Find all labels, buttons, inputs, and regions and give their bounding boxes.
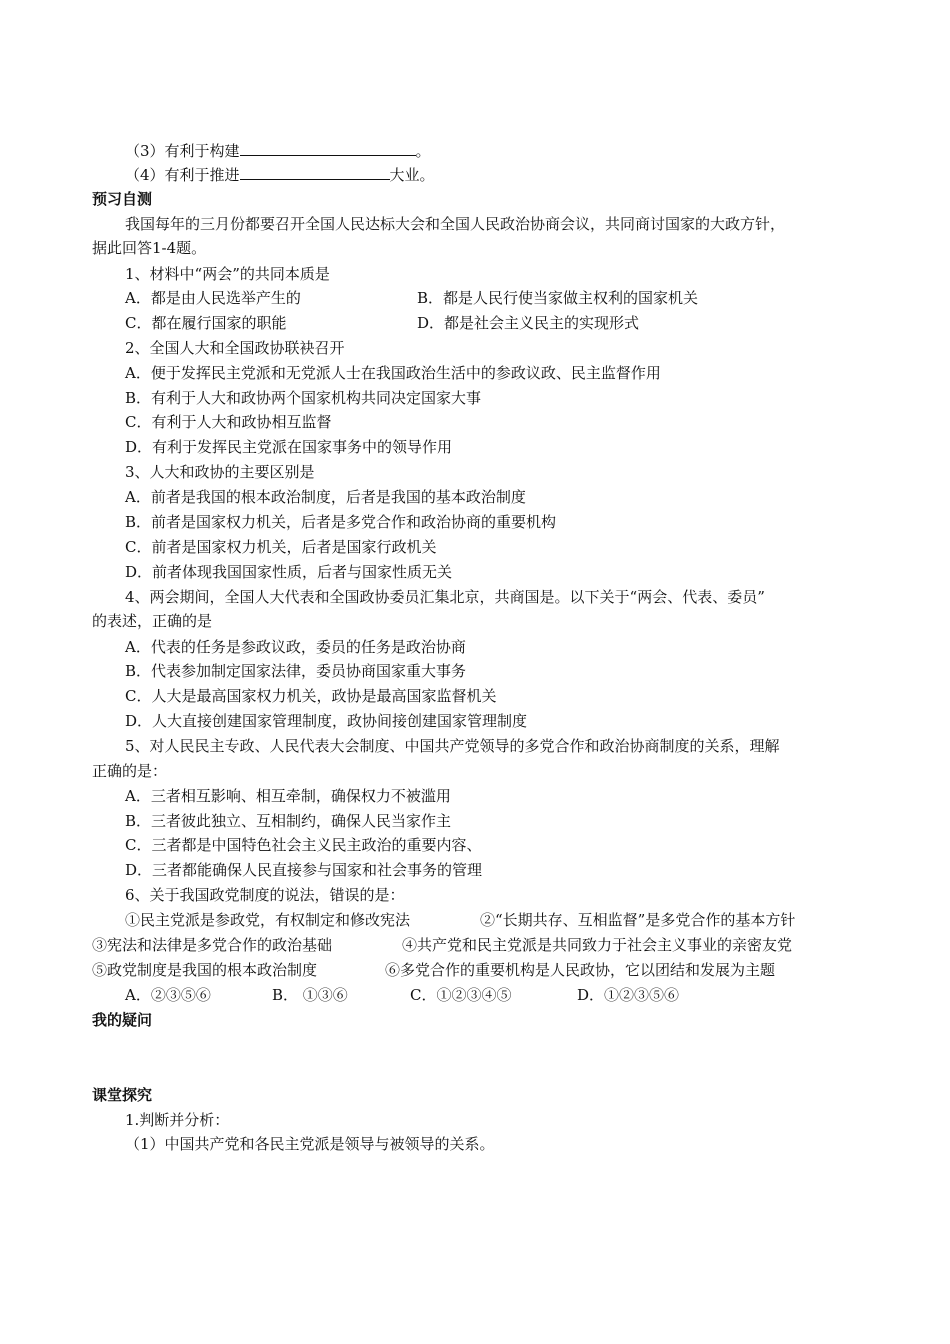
- q4-option-a[interactable]: A．代表的任务是参政议政，委员的任务是政治协商: [125, 638, 466, 656]
- fill-in-suffix: 。: [415, 142, 431, 160]
- q6-statement-6: ⑥多党合作的重要机构是人民政协，它以团结和发展为主题: [385, 961, 776, 979]
- fill-in-prefix: （4）有利于推进: [125, 166, 240, 184]
- question-3-stem: 3、人大和政协的主要区别是: [125, 463, 315, 481]
- section-heading-class-explore: 课堂探究: [92, 1086, 153, 1104]
- q6-statement-3: ③宪法和法律是多党合作的政治基础: [92, 936, 333, 954]
- q6-option-d[interactable]: D．①②③⑤⑥: [577, 986, 680, 1004]
- q5-option-d[interactable]: D．三者都能确保人民直接参与国家和社会事务的管理: [125, 861, 483, 879]
- intro-text: 我国每年的三月份都要召开全国人民达标大会和全国人民政治协商会议，共同商讨国家的大政方针，: [125, 215, 786, 233]
- q6-statement-4: ④共产党和民主党派是共同致力于社会主义事业的亲密友党: [402, 936, 793, 954]
- q2-option-d[interactable]: D．有利于发挥民主党派在国家事务中的领导作用: [125, 438, 453, 456]
- q4-option-c[interactable]: C．人大是最高国家权力机关，政协是最高国家监督机关: [125, 687, 497, 705]
- fill-in-prefix: （3）有利于构建: [125, 142, 240, 160]
- q1-option-b[interactable]: B．都是人民行使当家做主权利的国家机关: [417, 289, 699, 307]
- q2-option-b[interactable]: B．有利于人大和政协两个国家机构共同决定国家大事: [125, 389, 482, 407]
- q3-option-a[interactable]: A．前者是我国的根本政治制度，后者是我国的基本政治制度: [125, 488, 526, 506]
- q6-statement-5: ⑤政党制度是我国的根本政治制度: [92, 961, 318, 979]
- explore-item-1-1: （1）中国共产党和各民主党派是领导与被领导的关系。: [125, 1135, 495, 1153]
- answer-blank[interactable]: [240, 140, 416, 156]
- question-1-stem: 1、材料中“两会”的共同本质是: [125, 265, 330, 283]
- q5-option-c[interactable]: C．三者都是中国特色社会主义民主政治的重要内容、: [125, 836, 482, 854]
- fill-in-line-3: [125, 140, 431, 161]
- question-5-stem: 5、对人民民主专政、人民代表大会制度、中国共产党领导的多党合作和政治协商制度的关系，理解: [125, 737, 780, 755]
- answer-blank[interactable]: [240, 164, 390, 180]
- question-2-stem: 2、全国人大和全国政协联袂召开: [125, 339, 345, 357]
- q6-option-a[interactable]: A．②③⑤⑥: [125, 986, 211, 1004]
- fill-in-line-4: [125, 164, 435, 185]
- q5-option-b[interactable]: B．三者彼此独立、互相制约，确保人民当家作主: [125, 812, 452, 830]
- q5-option-a[interactable]: A．三者相互影响、相互牵制，确保权力不被滥用: [125, 787, 451, 805]
- q4-option-d[interactable]: D．人大直接创建国家管理制度，政协间接创建国家管理制度: [125, 712, 528, 730]
- q2-option-c[interactable]: C．有利于人大和政协相互监督: [125, 413, 332, 431]
- q1-option-c[interactable]: C．都在履行国家的职能: [125, 314, 287, 332]
- q6-statement-1: ①民主党派是参政党，有权制定和修改宪法: [125, 911, 411, 929]
- question-6-stem: 6、关于我国政党制度的说法，错误的是：: [125, 886, 405, 904]
- q1-option-a[interactable]: A．都是由人民选举产生的: [125, 289, 301, 307]
- q2-option-a[interactable]: A．便于发挥民主党派和无党派人士在我国政治生活中的参政议政、民主监督作用: [125, 364, 661, 382]
- question-4-stem: 4、两会期间，全国人大代表和全国政协委员汇集北京，共商国是。以下关于“两会、代表、委员”: [125, 588, 765, 606]
- explore-item-1: 1.判断并分析：: [125, 1111, 230, 1129]
- question-5-stem-cont: 正确的是：: [92, 762, 168, 780]
- q6-statement-2: ②“长期共存、互相监督”是多党合作的基本方针: [480, 911, 796, 929]
- fill-in-suffix: 大业。: [389, 166, 435, 184]
- q3-option-c[interactable]: C．前者是国家权力机关，后者是国家行政机关: [125, 538, 437, 556]
- intro-text-cont: 据此回答1-4题。: [92, 239, 207, 257]
- q4-option-b[interactable]: B．代表参加制定国家法律，委员协商国家重大事务: [125, 662, 467, 680]
- question-4-stem-cont: 的表述，正确的是: [92, 612, 213, 630]
- q3-option-b[interactable]: B．前者是国家权力机关，后者是多党合作和政治协商的重要机构: [125, 513, 557, 531]
- q6-option-c[interactable]: C．①②③④⑤: [410, 986, 512, 1004]
- section-heading-preview-test: 预习自测: [92, 190, 153, 208]
- q3-option-d[interactable]: D．前者体现我国国家性质，后者与国家性质无关: [125, 563, 453, 581]
- section-heading-my-questions: 我的疑问: [92, 1011, 153, 1029]
- q6-option-b[interactable]: B． ①③⑥: [272, 986, 348, 1004]
- q1-option-d[interactable]: D．都是社会主义民主的实现形式: [417, 314, 640, 332]
